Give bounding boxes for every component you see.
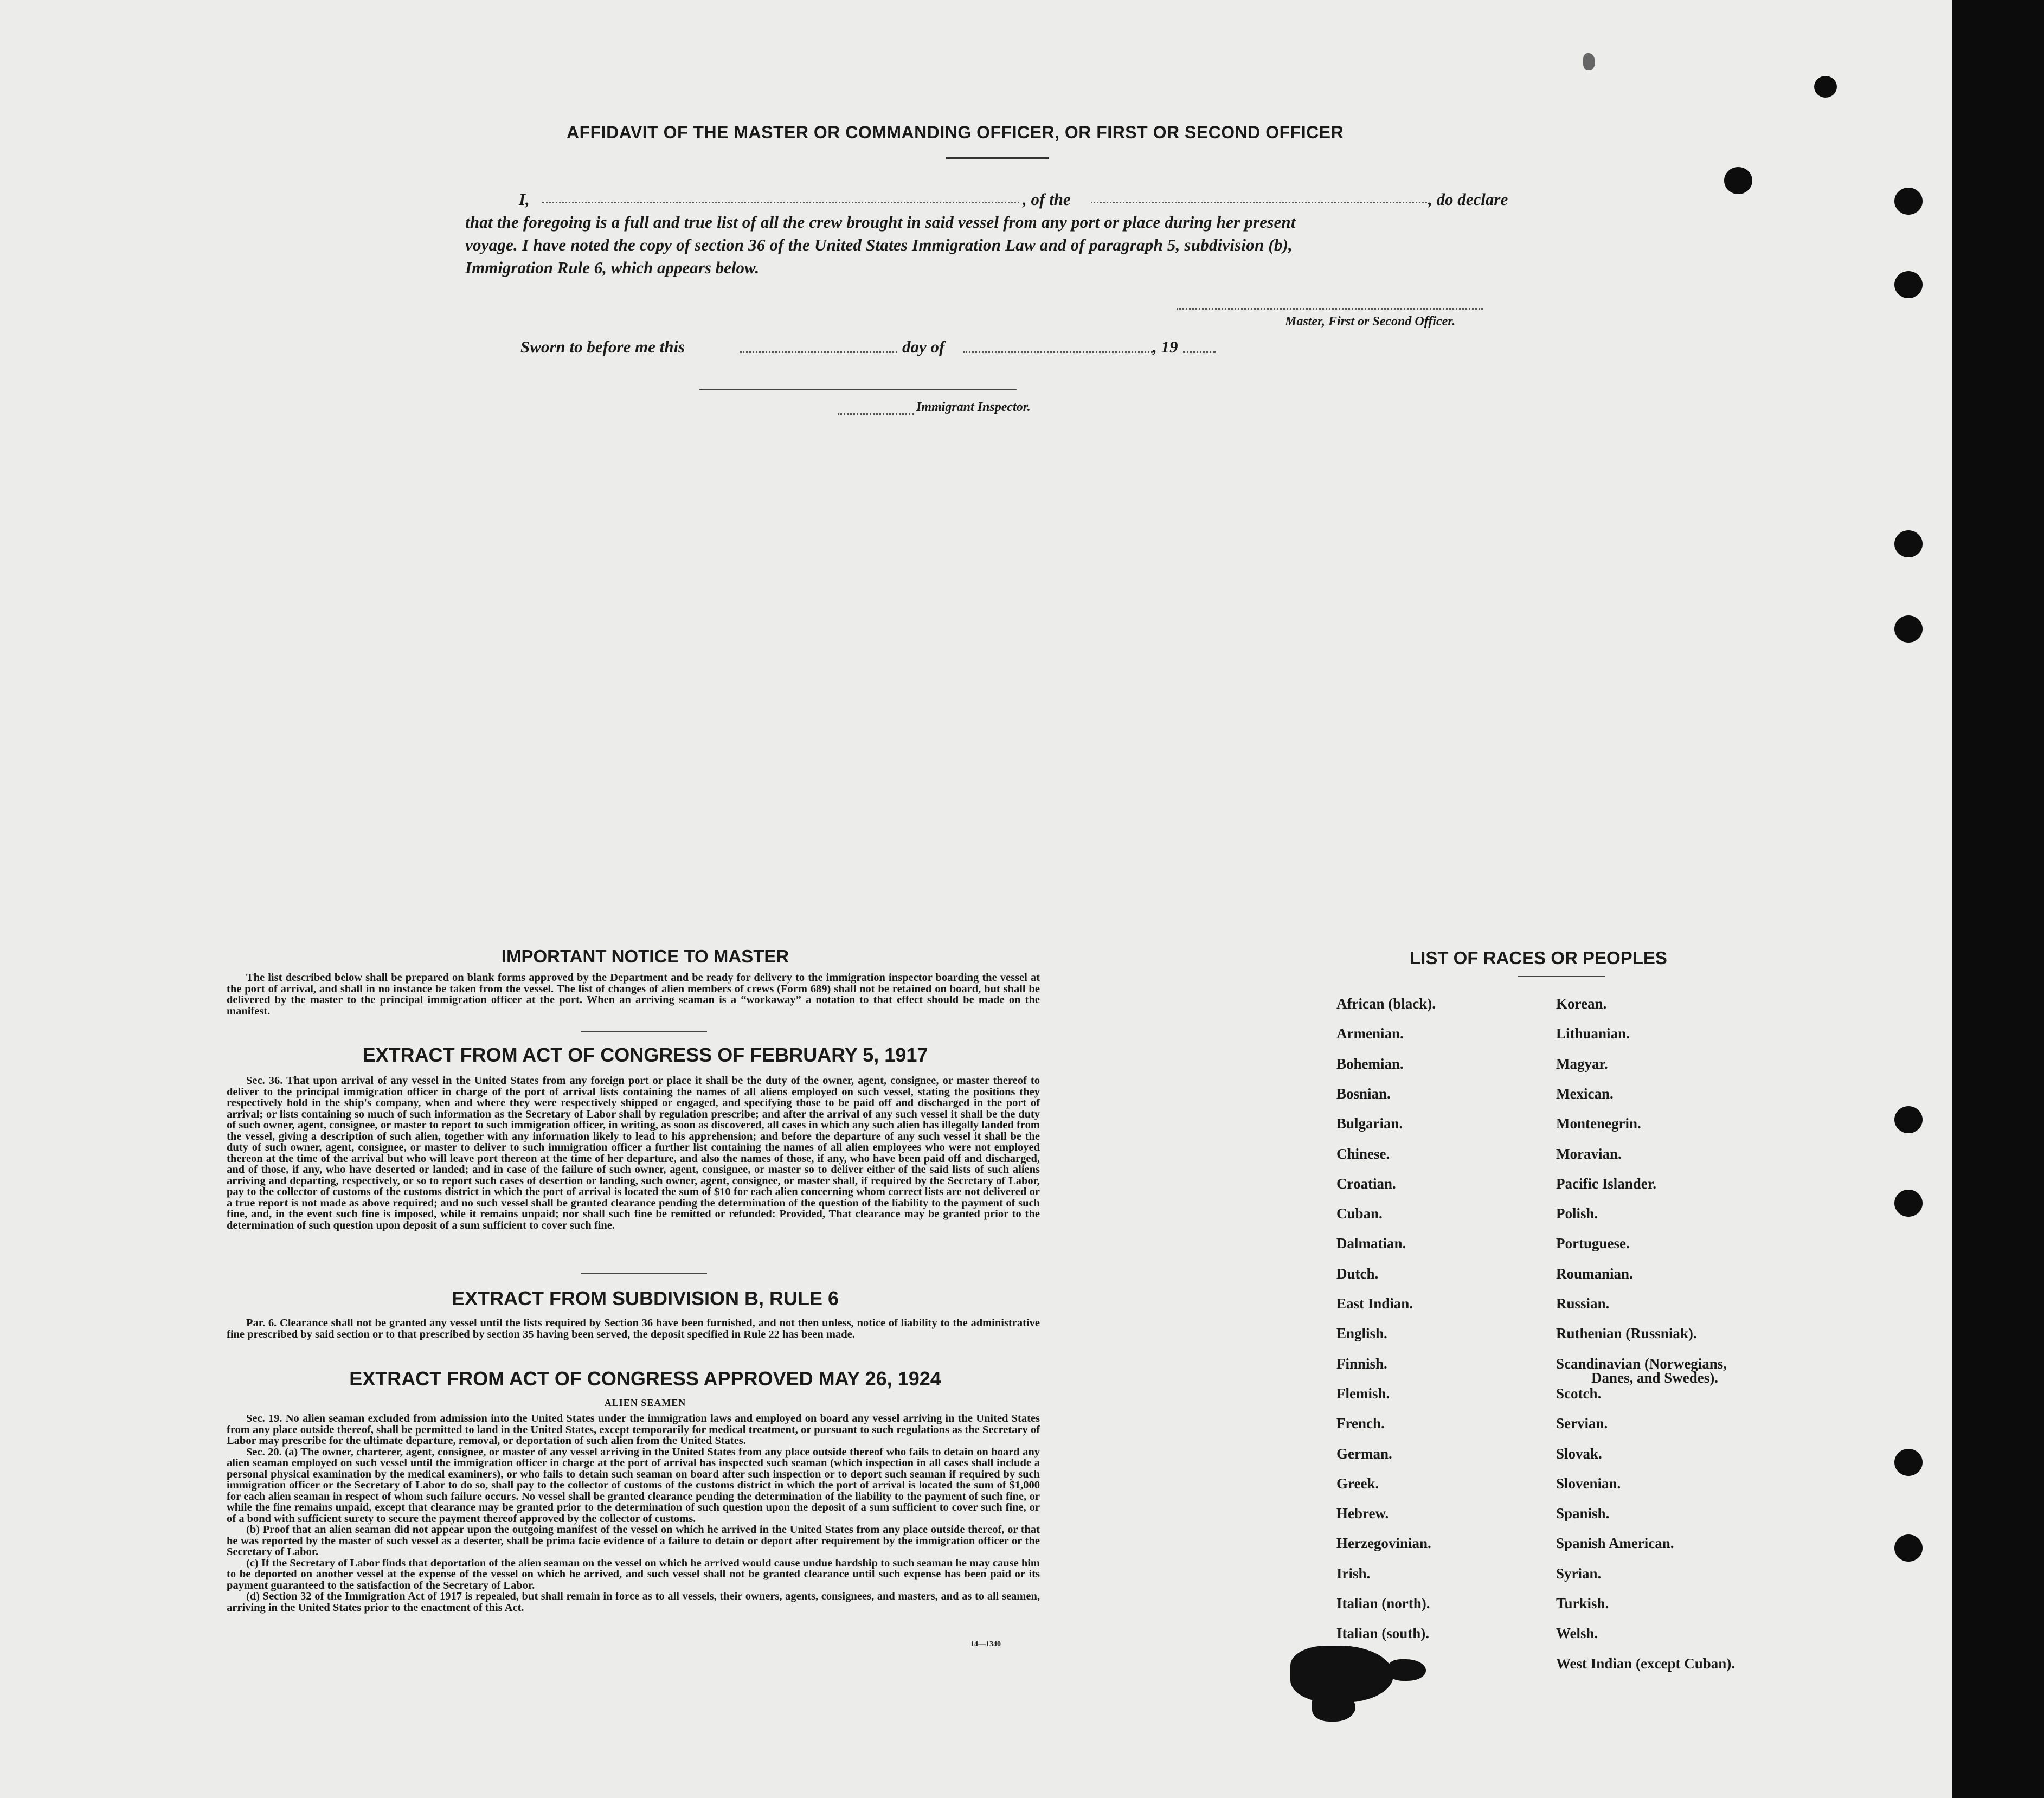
extract1924-text bbox=[227, 1413, 1040, 1613]
sec20a-paragraph: Sec. 20. (a) The owner, charterer, agent, consignee, or master of any vessel arriving in the United States from any place outside thereof who fails to detain on board any alien seaman employed on such vessel until the immigration officer in charge at the port of arrival has inspected such seaman (which inspection in all cases shall include a personal physical examination by the medical examiners), or who fails to detain such seaman on board after such inspection or to deport such seaman if required by such immigration officer or the Secretary of Labor to do so, shall pay to the collector of customs of the customs district in which the port of arrival is located the sum of $1,000 for each alien seaman in respect of whom such failure occurs. No vessel shall be granted clearance pending the determination of the liability to the payment of such fine, or while the fine remains unpaid, except that clearance may be granted prior to the determination of such question upon the deposit of a sum sufficient to cover such fine, or of a bond with sufficient surety to secure the payment thereof approved by the collector of customs. bbox=[227, 1446, 1040, 1525]
rule6-title: EXTRACT FROM SUBDIVISION B, RULE 6 bbox=[451, 1287, 839, 1309]
affidavit-line3: voyage. I have noted the copy of section 36 of the United States Immigration Law and of paragraph 5, subdivision (b), bbox=[465, 235, 1293, 254]
scan-edge bbox=[1952, 0, 2044, 1798]
race-item: Spanish American. bbox=[1556, 1535, 1674, 1551]
extract1924-title: EXTRACT FROM ACT OF CONGRESS APPROVED MAY 26, 1924 bbox=[349, 1367, 941, 1390]
ink-stain-fragment bbox=[1312, 1692, 1355, 1722]
race-item: Scotch. bbox=[1556, 1385, 1602, 1402]
binder-hole bbox=[1894, 1534, 1923, 1562]
race-item: Slovak. bbox=[1556, 1446, 1602, 1462]
sec20d-paragraph: (d) Section 32 of the Immigration Act of 1917 is repealed, but shall remain in force as to all vessels, their owners, agents, consignees, and masters, and as to all seamen, arriving in the United States prior to the enactment of this Act. bbox=[227, 1590, 1040, 1614]
race-item: Roumanian. bbox=[1556, 1266, 1633, 1282]
vessel-name-blank[interactable] bbox=[1091, 202, 1427, 203]
affidavit-line2: that the foregoing is a full and true list of all the crew brought in said vessel from any port or place during her present bbox=[465, 213, 1296, 232]
race-item: Croatian. bbox=[1336, 1176, 1396, 1192]
race-item: Italian (south). bbox=[1336, 1625, 1430, 1641]
rule6-paragraph: Par. 6. Clearance shall not be granted any vessel until the lists required by Section 36 have been furnished, and not then unless, notice of liability to the administrative fine prescribed by said section or to that prescribed by section 35 having been served, the deposit specified in Rule 22 has been made. bbox=[227, 1317, 1040, 1340]
notice-title: IMPORTANT NOTICE TO MASTER bbox=[501, 946, 789, 966]
notice-paragraph: The list described below shall be prepared on blank forms approved by the Department and be ready for delivery to the immigration inspector boarding the vessel at the port of arrival, and shall in no instance be taken from the vessel. The list of changes of alien members of crews (Form 689) shall not be retained on board, but shall be delivered by the master to the principal immigration officer at the port. When an arriving seaman is a “workaway” a notation to that effect should be made on the manifest. bbox=[227, 972, 1040, 1017]
affidavit-line1-declare: , do declare bbox=[1428, 190, 1508, 209]
sworn-text: Sworn to before me this bbox=[520, 337, 685, 356]
sec19-paragraph: Sec. 19. No alien seaman excluded from admission into the United States under the immigration laws and employed on board any vessel arriving in the United States from any place outside thereof, shall be permitted to land in the United States, except temporarily for medical treatment, or pursuant to such regulations as the Secretary of Labor may prescribe for the ultimate departure, removal, or deportation of such alien from the United States. bbox=[227, 1412, 1040, 1447]
affidavit-line1-of: , of the bbox=[1023, 190, 1071, 209]
affidavit-line1-i: I, bbox=[519, 190, 530, 209]
race-item: Chinese. bbox=[1336, 1146, 1390, 1162]
binder-hole bbox=[1894, 1449, 1923, 1476]
extract1917-rule bbox=[581, 1273, 707, 1274]
ink-stain-fragment bbox=[1388, 1659, 1426, 1681]
binder-hole bbox=[1894, 1190, 1923, 1217]
binder-hole bbox=[1894, 271, 1923, 298]
race-item: African (black). bbox=[1336, 996, 1436, 1012]
race-item: Korean. bbox=[1556, 996, 1607, 1012]
notice-text bbox=[227, 972, 1040, 1017]
race-item: Welsh. bbox=[1556, 1625, 1598, 1641]
race-item: Greek. bbox=[1336, 1475, 1379, 1492]
race-item: Scandinavian (Norwegians, bbox=[1556, 1356, 1727, 1372]
race-item: Herzegovinian. bbox=[1336, 1535, 1431, 1551]
sworn-year-blank[interactable] bbox=[1183, 351, 1216, 353]
race-item: Syrian. bbox=[1556, 1565, 1602, 1582]
master-name-blank[interactable] bbox=[542, 202, 1019, 203]
race-item: West Indian (except Cuban). bbox=[1556, 1655, 1736, 1672]
race-item: East Indian. bbox=[1336, 1295, 1413, 1312]
sworn-date-blank[interactable] bbox=[740, 351, 897, 353]
race-item: Moravian. bbox=[1556, 1146, 1622, 1162]
race-item-continuation: Danes, and Swedes). bbox=[1591, 1370, 1719, 1386]
race-item: Dalmatian. bbox=[1336, 1235, 1406, 1251]
extract1924-subtitle: ALIEN SEAMEN bbox=[604, 1397, 686, 1408]
rule6-text bbox=[227, 1318, 1040, 1340]
inspector-signature-line bbox=[699, 389, 1017, 390]
race-item: Dutch. bbox=[1336, 1266, 1379, 1282]
affidavit-title: AFFIDAVIT OF THE MASTER OR COMMANDING OFFICER, OR FIRST OR SECOND OFFICER bbox=[567, 123, 1344, 142]
race-item: Bulgarian. bbox=[1336, 1115, 1403, 1132]
race-item: Turkish. bbox=[1556, 1595, 1609, 1611]
affidavit-title-rule bbox=[946, 157, 1049, 159]
race-item: English. bbox=[1336, 1325, 1387, 1341]
race-item: Slovenian. bbox=[1556, 1475, 1621, 1492]
binder-hole bbox=[1724, 167, 1752, 194]
sec20b-paragraph: (b) Proof that an alien seaman did not appear upon the outgoing manifest of the vessel on which he arrived in the United States from any place outside thereof, or that he was reported by the master of such vessel as a deserter, shall be prima facie evidence of a failure to detain or deport after requirement by the immigration officer or the Secretary of Labor. bbox=[227, 1524, 1040, 1558]
race-item: French. bbox=[1336, 1415, 1385, 1431]
race-item: Irish. bbox=[1336, 1565, 1371, 1582]
race-item: Bohemian. bbox=[1336, 1056, 1404, 1072]
form-code: 14—1340 bbox=[970, 1640, 1001, 1648]
race-item: Magyar. bbox=[1556, 1056, 1608, 1072]
race-item: Cuban. bbox=[1336, 1205, 1383, 1222]
binder-hole bbox=[1894, 1106, 1923, 1133]
ink-speck bbox=[1583, 53, 1595, 70]
sworn-year-label: , 19 bbox=[1153, 337, 1178, 356]
binder-hole bbox=[1894, 188, 1923, 215]
sworn-day-label: day of bbox=[902, 337, 945, 356]
race-item: Flemish. bbox=[1336, 1385, 1390, 1402]
extract1917-text bbox=[227, 1075, 1040, 1231]
binder-hole bbox=[1814, 76, 1837, 98]
race-item: Spanish. bbox=[1556, 1505, 1610, 1521]
race-item: Ruthenian (Russniak). bbox=[1556, 1325, 1697, 1341]
races-rule bbox=[1518, 976, 1605, 977]
races-title: LIST OF RACES OR PEOPLES bbox=[1410, 948, 1667, 968]
extract1917-paragraph: Sec. 36. That upon arrival of any vessel in the United States from any foreign port or place it shall be the duty of the owner, agent, consignee, or master thereof to deliver to the principal immigration officer in charge of the port of arrival lists containing the names of all aliens employed on such vessel, stating the positions they respectively hold in the ship's company, when and where they were respectively shipped or engaged, and specifying those to be paid off and discharged in the port of arrival; or lists containing so much of such information as the Secretary of Labor shall by regulation prescribe; and after the arrival of any such vessel it shall be the duty of such owner, agent, consignee, or master to report to such immigration officer, in writing, as soon as discovered, all cases in which any such alien has illegally landed from the vessel, giving a description of such alien, together with any information likely to lead to his apprehension; and before the departure of any such vessel it shall be the duty of such owner, agent, consignee, or master to deliver to such immigration officer a further list containing the names of all alien employees who were not employed thereon at the time of the arrival but who will leave port thereon at the time of her departure, and also the names of those, if any, who have been paid off and discharged, and of those, if any, who have deserted or landed; and in case of the failure of such owner, agent, consignee, or master so to deliver either of the said lists of such aliens arriving and departing, respectively, or so to report such cases of desertion or landing, such owner, agent, consignee, or master shall, if required by the Secretary of Labor, pay to the collector of customs of the customs district in which the port of arrival is located the sum of $10 for each alien concerning whom correct lists are not delivered or a true report is not made as above required; and no such vessel shall be granted clearance pending the determination of the question of the liability to the payment of such fine, and, in the event such fine is imposed, while it remains unpaid; nor shall such fine be remitted or refunded: Provided, That clearance may be granted prior to the determination of such question upon deposit of a sum sufficient to cover such fine. bbox=[227, 1075, 1040, 1231]
sec20c-paragraph: (c) If the Secretary of Labor finds that deportation of the alien seaman on the vessel on which he arrived would cause undue hardship to such seaman he may cause him to be deported on another vessel at the expense of the vessel on which he arrived, and such vessel shall not be granted clearance until such expense has been paid or its payment guaranteed to the satisfaction of the Secretary of Labor. bbox=[227, 1557, 1040, 1591]
extract1917-title: EXTRACT FROM ACT OF CONGRESS OF FEBRUARY 5, 1917 bbox=[362, 1044, 928, 1066]
race-item: Servian. bbox=[1556, 1415, 1608, 1431]
race-item: Polish. bbox=[1556, 1205, 1598, 1222]
race-item: Montenegrin. bbox=[1556, 1115, 1641, 1132]
race-item: Pacific Islander. bbox=[1556, 1176, 1656, 1192]
signature-line[interactable] bbox=[1177, 308, 1483, 310]
race-item: Russian. bbox=[1556, 1295, 1610, 1312]
race-item: Armenian. bbox=[1336, 1025, 1404, 1042]
race-item: Lithuanian. bbox=[1556, 1025, 1630, 1042]
race-item: Hebrew. bbox=[1336, 1505, 1389, 1521]
affidavit-line4: Immigration Rule 6, which appears below. bbox=[465, 258, 760, 277]
race-item: Bosnian. bbox=[1336, 1086, 1391, 1102]
notice-rule bbox=[581, 1031, 707, 1032]
binder-hole bbox=[1894, 530, 1923, 557]
race-item: German. bbox=[1336, 1446, 1392, 1462]
sworn-month-blank[interactable] bbox=[963, 351, 1153, 353]
race-item: Finnish. bbox=[1336, 1356, 1387, 1372]
inspector-name-blank[interactable] bbox=[838, 413, 914, 415]
signature-label: Master, First or Second Officer. bbox=[1285, 314, 1456, 329]
race-item: Mexican. bbox=[1556, 1086, 1614, 1102]
race-item: Portuguese. bbox=[1556, 1235, 1630, 1251]
race-item: Italian (north). bbox=[1336, 1595, 1430, 1611]
binder-hole bbox=[1894, 615, 1923, 643]
inspector-label: Immigrant Inspector. bbox=[916, 400, 1031, 414]
